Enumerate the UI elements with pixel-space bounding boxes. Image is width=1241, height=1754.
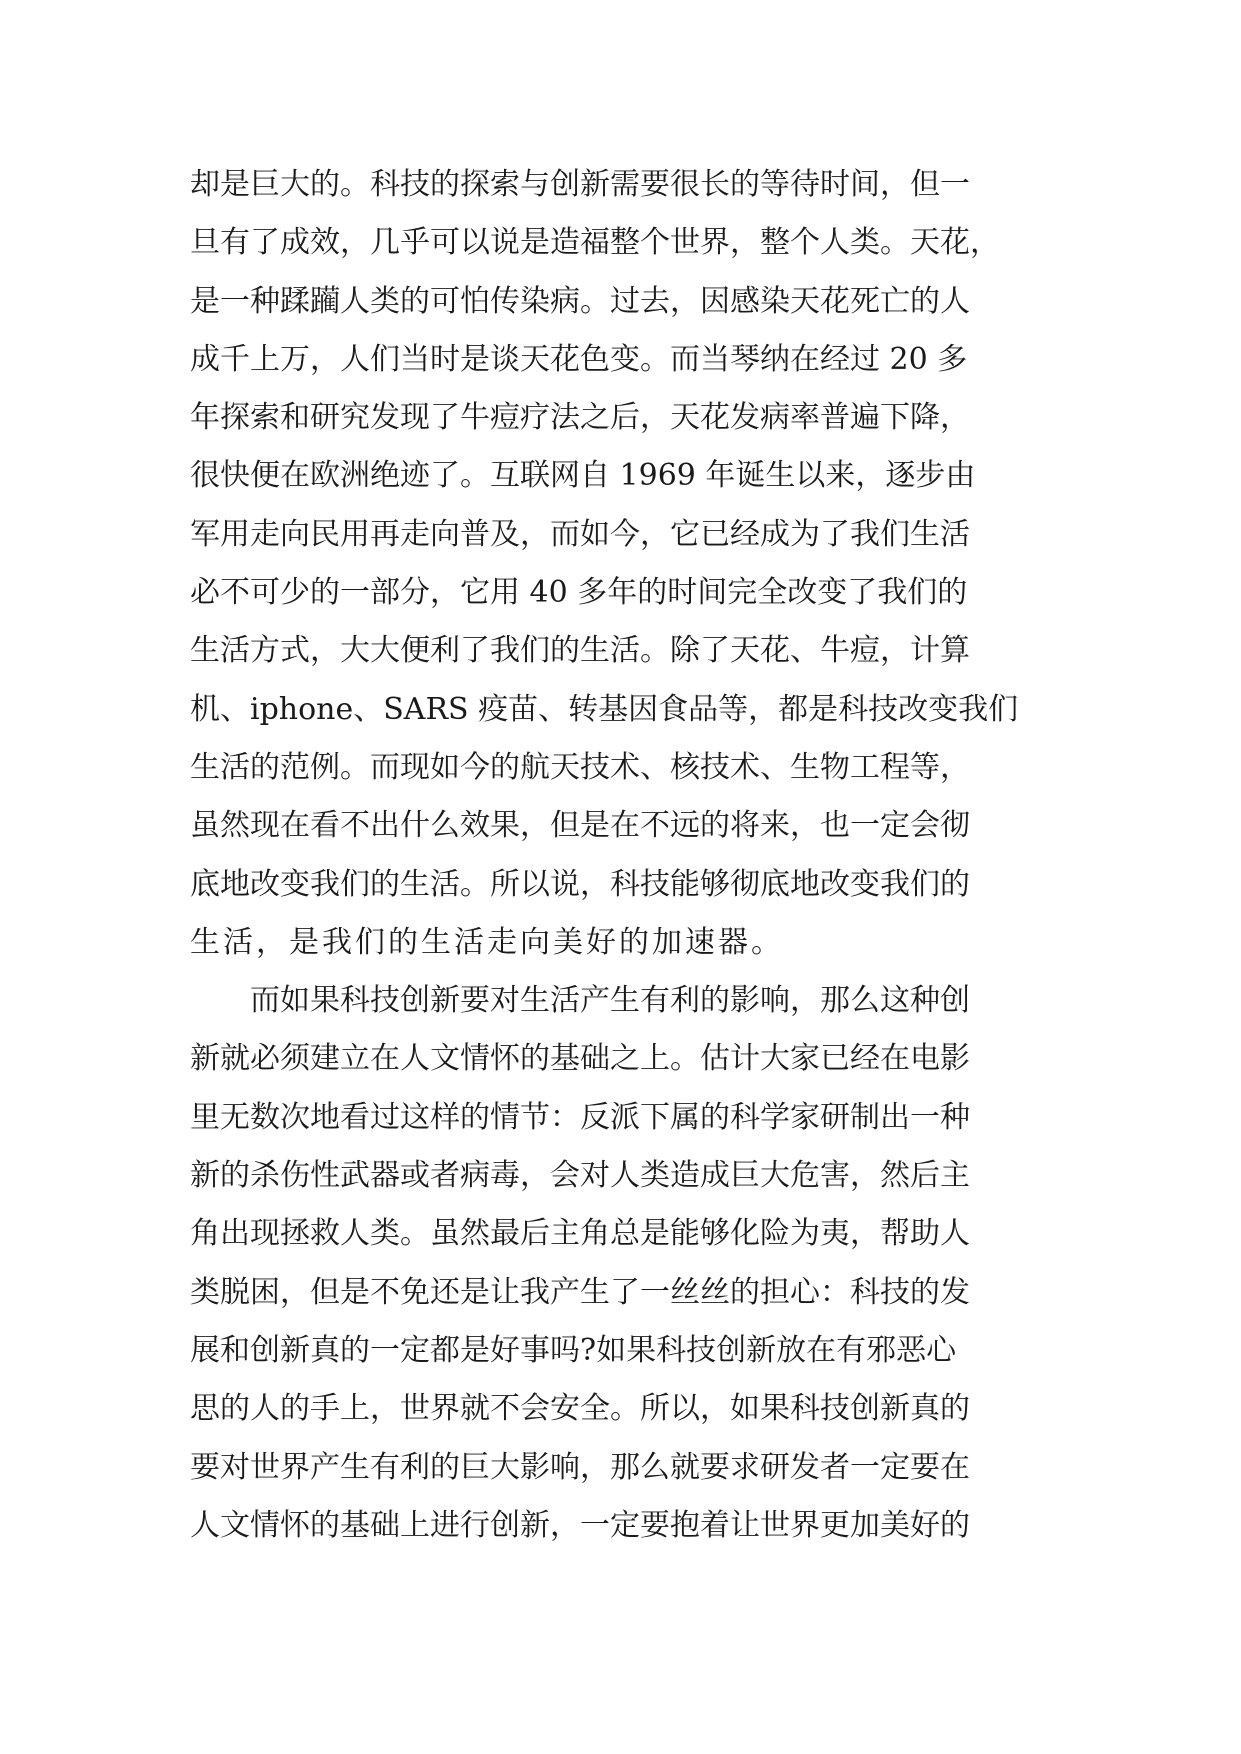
text-line: 生活方式，大大便利了我们的生活。除了天花、牛痘，计算 — [190, 633, 970, 669]
text-line: 虽然现在看不出什么效果，但是在不远的将来，也一定会彻 — [190, 808, 970, 844]
text-line: 生活的范例。而现如今的航天技术、核技术、生物工程等， — [190, 749, 970, 785]
text-line: 军用走向民用再走向普及，而如今，它已经成为了我们生活 — [190, 516, 970, 552]
body-text — [190, 156, 1050, 1555]
text-line: 很快便在欧洲绝迹了。互联网自 1969 年诞生以来，逐步由 — [190, 458, 976, 494]
text-line: 新就必须建立在人文情怀的基础之上。估计大家已经在电影 — [190, 1041, 970, 1077]
text-line: 是一种蹂躏人类的可怕传染病。过去，因感染天花死亡的人 — [190, 283, 970, 319]
text-line: 却是巨大的。科技的探索与创新需要很长的等待时间，但一 — [190, 167, 970, 202]
text-line: 思的人的手上，世界就不会安全。所以，如果科技创新真的 — [190, 1391, 970, 1427]
text-line: 机、iphone、SARS 疫苗、转基因食品等，都是科技改变我们 — [190, 691, 1019, 727]
text-line: 人文情怀的基础上进行创新，一定要抱着让世界更加美好的 — [190, 1507, 970, 1543]
text-line: 必不可少的一部分，它用 40 多年的时间完全改变了我们的 — [190, 575, 968, 611]
text-line: 类脱困，但是不免还是让我产生了一丝丝的担心：科技的发 — [190, 1274, 970, 1310]
text-line: 年探索和研究发现了牛痘疗法之后，天花发病率普遍下降， — [190, 400, 970, 436]
text-line: 展和创新真的一定都是好事吗?如果科技创新放在有邪恶心 — [190, 1332, 957, 1368]
text-line: 底地改变我们的生活。所以说，科技能够彻底地改变我们的 — [190, 866, 970, 902]
paragraph-first-line: 而如果科技创新要对生活产生有利的影响，那么这种创 — [250, 983, 970, 1019]
text-line: 旦有了成效，几乎可以说是造福整个世界，整个人类。天花， — [190, 225, 1000, 261]
text-line: 角出现拯救人类。虽然最后主角总是能够化险为夷，帮助人 — [190, 1216, 970, 1252]
text-line: 要对世界产生有利的巨大影响，那么就要求研发者一定要在 — [190, 1449, 970, 1485]
text-line: 新的杀伤性武器或者病毒，会对人类造成巨大危害，然后主 — [190, 1158, 970, 1194]
paragraph-last-line: 生活，是我们的生活走向美好的加速器。 — [190, 924, 784, 960]
text-line: 成千上万，人们当时是谈天花色变。而当琴纳在经过 20 多 — [190, 341, 968, 377]
text-line: 里无数次地看过这样的情节：反派下属的科学家研制出一种 — [190, 1099, 970, 1135]
